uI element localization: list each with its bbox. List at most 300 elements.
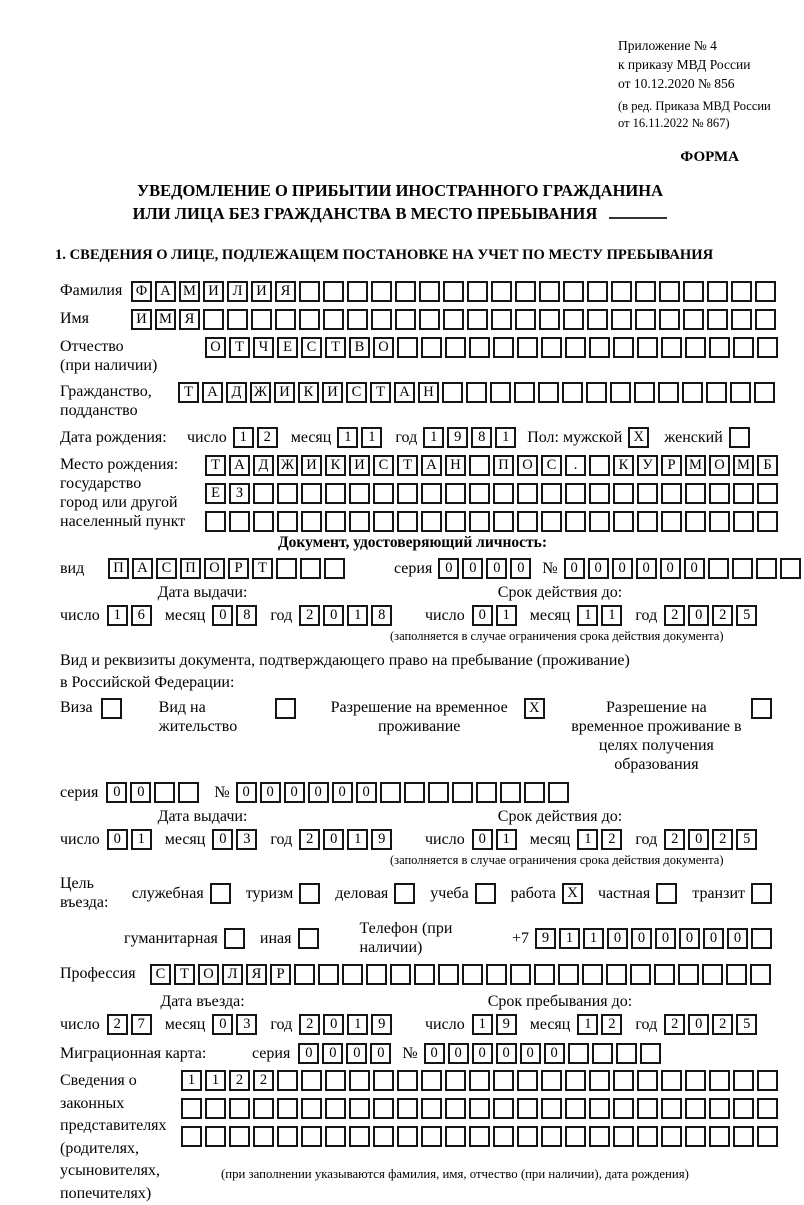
char-box: Л: [222, 964, 243, 985]
residence-series-label: серия: [60, 784, 99, 801]
edit-line: от 16.11.2022 № 867): [618, 116, 730, 130]
char-box: [301, 483, 322, 504]
char-box: [324, 558, 345, 579]
char-box: Р: [270, 964, 291, 985]
char-box: [587, 309, 608, 330]
char-box: О: [205, 337, 226, 358]
phone-label: Телефон (при наличии): [359, 920, 453, 956]
char-box: А: [202, 382, 223, 403]
char-box: [541, 483, 562, 504]
representatives-line3: [181, 1126, 781, 1147]
char-box: [421, 1070, 442, 1091]
representatives-label: Сведения о законных представителях (родителях, усыновителях, попечителях): [60, 1072, 167, 1202]
firstname-label: Имя: [60, 310, 90, 327]
char-box: [469, 1126, 490, 1147]
phone-boxes: [535, 928, 775, 949]
char-box: К: [613, 455, 634, 476]
char-box: [637, 1098, 658, 1119]
char-box: 5: [736, 1014, 757, 1035]
form-title-line2: ИЛИ ЛИЦА БЕЗ ГРАЖДАНСТВА В МЕСТО ПРЕБЫВАНИЯ: [25, 202, 775, 225]
entry-dates: [60, 992, 775, 1035]
char-box: 0: [688, 829, 709, 850]
char-box: И: [203, 281, 224, 302]
char-box: 0: [106, 782, 127, 803]
char-box: [325, 1126, 346, 1147]
char-box: [565, 1070, 586, 1091]
char-box: 0: [655, 928, 676, 949]
char-box: [325, 1098, 346, 1119]
char-box: 0: [679, 928, 700, 949]
char-box: [541, 1098, 562, 1119]
char-box: [613, 1098, 634, 1119]
char-box: [277, 1098, 298, 1119]
firstname-row: [60, 309, 775, 330]
char-box: 1: [577, 1014, 598, 1035]
char-box: [445, 337, 466, 358]
char-box: [476, 782, 497, 803]
char-box: 2: [712, 829, 733, 850]
char-box: [419, 309, 440, 330]
birthplace-label: Место рождения: государство город или другой населенный пункт: [60, 456, 186, 530]
char-box: [589, 455, 610, 476]
phone-prefix: +7: [511, 929, 529, 947]
char-box: [562, 382, 583, 403]
char-box: 0: [323, 1014, 344, 1035]
char-box: 0: [688, 1014, 709, 1035]
tourism-checkbox: [299, 883, 323, 904]
char-box: 8: [471, 427, 492, 448]
char-box: [661, 1126, 682, 1147]
char-box: 1: [495, 427, 516, 448]
char-box: О: [517, 455, 538, 476]
entry-date-title: Дата въезда:: [160, 993, 245, 1010]
char-box: [300, 558, 321, 579]
residence-doc-line1: Вид и реквизиты документа, подтверждающего право на пребывание (проживание): [60, 652, 630, 669]
char-box: 0: [107, 829, 128, 850]
identity-doc-dates: [60, 583, 775, 626]
char-box: [611, 309, 632, 330]
char-box: [630, 964, 651, 985]
char-box: Ж: [250, 382, 271, 403]
doc-number: № 0 0 0 0 0 0: [542, 558, 803, 579]
char-box: П: [108, 558, 129, 579]
char-box: [299, 883, 320, 904]
char-box: [276, 558, 297, 579]
char-box: [491, 309, 512, 330]
char-box: Д: [226, 382, 247, 403]
char-box: 0: [703, 928, 724, 949]
residence-doc-line2: в Российской Федерации:: [60, 674, 235, 691]
char-box: Н: [418, 382, 439, 403]
char-box: [438, 964, 459, 985]
char-box: [707, 309, 728, 330]
char-box: [541, 1070, 562, 1091]
study-checkbox: [475, 883, 499, 904]
char-box: [445, 1070, 466, 1091]
profession-row: [60, 964, 775, 985]
char-box: [708, 558, 729, 579]
char-box: [733, 483, 754, 504]
representatives-line2: [181, 1098, 781, 1119]
char-box: [587, 281, 608, 302]
char-box: И: [274, 382, 295, 403]
char-box: [469, 455, 490, 476]
char-box: Л: [227, 281, 248, 302]
char-box: 6: [131, 605, 152, 626]
char-box: М: [155, 309, 176, 330]
char-box: [421, 1098, 442, 1119]
char-box: 1: [577, 829, 598, 850]
char-box: Е: [205, 483, 226, 504]
char-box: [751, 698, 772, 719]
residence-number: № 0 0 0 0 0 0: [214, 782, 571, 803]
char-box: Т: [325, 337, 346, 358]
profession-label: Профессия: [60, 965, 136, 982]
char-box: 0: [284, 782, 305, 803]
residence-doc-dates: [60, 807, 775, 850]
char-box: 1: [205, 1070, 226, 1091]
char-box: [493, 1126, 514, 1147]
birthdate-row: [60, 427, 775, 448]
char-box: [757, 1098, 778, 1119]
citizenship-label: Гражданство, подданство: [60, 383, 152, 419]
char-box: [613, 1070, 634, 1091]
char-box: [733, 337, 754, 358]
char-box: [541, 1126, 562, 1147]
char-box: [178, 782, 199, 803]
char-box: О: [204, 558, 225, 579]
char-box: 0: [612, 558, 633, 579]
citizenship-row: [60, 382, 775, 420]
purpose-row2: гуманитарная иная Телефон (при наличии) +7 9 1 1 0 0 0 0 0 0: [60, 919, 775, 957]
identity-doc-row: [60, 558, 775, 579]
char-box: [517, 483, 538, 504]
char-box: 1: [131, 829, 152, 850]
char-box: 1: [472, 1014, 493, 1035]
char-box: [397, 483, 418, 504]
doc-series: серия 0 0 0 0: [394, 558, 534, 579]
char-box: [613, 337, 634, 358]
char-box: [467, 309, 488, 330]
char-box: И: [301, 455, 322, 476]
char-box: [404, 782, 425, 803]
char-box: 0: [370, 1043, 391, 1064]
char-box: С: [373, 455, 394, 476]
char-box: 0: [322, 1043, 343, 1064]
issue-date-row: число 1 6 месяц 0 8 год 2 0 1 8: [60, 605, 415, 626]
char-box: [397, 1070, 418, 1091]
issue-date-row: число 0 1 месяц 0 3 год 2 0 1 9: [60, 829, 415, 850]
char-box: [611, 281, 632, 302]
char-box: Т: [397, 455, 418, 476]
char-box: [548, 782, 569, 803]
char-box: 5: [736, 605, 757, 626]
birthdate-day: число 1 2: [187, 427, 281, 448]
char-box: Я: [179, 309, 200, 330]
char-box: [685, 1126, 706, 1147]
char-box: 1: [181, 1070, 202, 1091]
official-checkbox: [210, 883, 234, 904]
char-box: [491, 281, 512, 302]
business-checkbox: [394, 883, 418, 904]
char-box: [373, 1070, 394, 1091]
char-box: 1: [496, 829, 517, 850]
char-box: Т: [252, 558, 273, 579]
char-box: 1: [559, 928, 580, 949]
char-box: [613, 1126, 634, 1147]
char-box: У: [637, 455, 658, 476]
char-box: [589, 1126, 610, 1147]
char-box: [469, 511, 490, 532]
char-box: [443, 309, 464, 330]
char-box: [730, 382, 751, 403]
char-box: [563, 281, 584, 302]
char-box: [277, 511, 298, 532]
temp-permit-checkbox: [524, 698, 548, 719]
char-box: [637, 483, 658, 504]
char-box: [397, 1098, 418, 1119]
representatives-row: [60, 1070, 775, 1205]
char-box: 0: [448, 1043, 469, 1064]
char-box: 0: [212, 1014, 233, 1035]
char-box: [469, 337, 490, 358]
char-box: А: [421, 455, 442, 476]
char-box: 9: [447, 427, 468, 448]
char-box: [318, 964, 339, 985]
char-box: [709, 337, 730, 358]
char-box: [294, 964, 315, 985]
char-box: [203, 309, 224, 330]
char-box: [731, 309, 752, 330]
char-box: [754, 382, 775, 403]
char-box: 0: [631, 928, 652, 949]
char-box: [539, 309, 560, 330]
char-box: Р: [228, 558, 249, 579]
char-box: Т: [178, 382, 199, 403]
char-box: 0: [323, 829, 344, 850]
temp-permit-option: Разрешение на временное проживание X: [323, 698, 548, 736]
char-box: 2: [601, 1014, 622, 1035]
char-box: [325, 483, 346, 504]
char-box: 3: [236, 829, 257, 850]
migration-card-label: Миграционная карта:: [60, 1045, 207, 1062]
char-box: С: [150, 964, 171, 985]
char-box: К: [298, 382, 319, 403]
char-box: [709, 1070, 730, 1091]
char-box: [658, 382, 679, 403]
char-box: [514, 382, 535, 403]
char-box: 0: [588, 558, 609, 579]
representatives-line1: [181, 1070, 781, 1091]
char-box: 0: [356, 782, 377, 803]
char-box: [325, 1070, 346, 1091]
char-box: [565, 1098, 586, 1119]
char-box: [500, 782, 521, 803]
char-box: [661, 1070, 682, 1091]
char-box: [517, 1126, 538, 1147]
char-box: 1: [337, 427, 358, 448]
char-box: 1: [423, 427, 444, 448]
char-box: С: [346, 382, 367, 403]
char-box: [563, 309, 584, 330]
char-box: Д: [253, 455, 274, 476]
char-box: [299, 309, 320, 330]
char-box: [373, 511, 394, 532]
char-box: [634, 382, 655, 403]
form-title: [25, 179, 775, 225]
char-box: X: [562, 883, 583, 904]
char-box: [661, 511, 682, 532]
char-box: [582, 964, 603, 985]
char-box: [732, 558, 753, 579]
char-box: [277, 483, 298, 504]
char-box: [637, 337, 658, 358]
char-box: [486, 964, 507, 985]
char-box: 2: [712, 1014, 733, 1035]
char-box: 0: [544, 1043, 565, 1064]
char-box: [517, 1098, 538, 1119]
char-box: М: [179, 281, 200, 302]
char-box: [565, 483, 586, 504]
char-box: [275, 309, 296, 330]
char-box: 1: [347, 1014, 368, 1035]
sex-male: Пол: мужской X: [527, 427, 652, 448]
char-box: [538, 382, 559, 403]
char-box: [428, 782, 449, 803]
char-box: Т: [370, 382, 391, 403]
char-box: [517, 337, 538, 358]
char-box: [347, 281, 368, 302]
char-box: [224, 928, 245, 949]
char-box: [210, 883, 231, 904]
char-box: [253, 483, 274, 504]
char-box: [685, 511, 706, 532]
issue-date-title: Дата выдачи:: [157, 808, 248, 825]
char-box: [751, 928, 772, 949]
char-box: М: [733, 455, 754, 476]
char-box: [780, 558, 801, 579]
char-box: [442, 382, 463, 403]
char-box: [467, 281, 488, 302]
char-box: [101, 698, 122, 719]
valid-until-title: Срок действия до:: [497, 584, 623, 601]
char-box: 0: [486, 558, 507, 579]
annex-line: к приказу МВД России: [618, 57, 751, 72]
char-box: 0: [212, 829, 233, 850]
char-box: [726, 964, 747, 985]
char-box: [589, 1070, 610, 1091]
char-box: [253, 511, 274, 532]
char-box: А: [394, 382, 415, 403]
char-box: 1: [496, 605, 517, 626]
char-box: И: [251, 281, 272, 302]
char-box: [709, 1098, 730, 1119]
char-box: [565, 511, 586, 532]
char-box: [299, 281, 320, 302]
title-blank-underline: [609, 203, 667, 219]
char-box: [757, 1126, 778, 1147]
char-box: [349, 1070, 370, 1091]
char-box: 0: [472, 829, 493, 850]
char-box: 0: [636, 558, 657, 579]
residence-doc-options: [60, 698, 775, 774]
char-box: [469, 1098, 490, 1119]
char-box: 0: [472, 1043, 493, 1064]
char-box: [251, 309, 272, 330]
visa-option: Виза: [60, 698, 125, 719]
char-box: [323, 281, 344, 302]
stay-until-title: Срок пребывания до:: [487, 993, 633, 1010]
char-box: П: [180, 558, 201, 579]
sex-female: женский: [664, 427, 753, 448]
char-box: В: [349, 337, 370, 358]
edit-line: (в ред. Приказа МВД России: [618, 99, 771, 113]
char-box: [490, 382, 511, 403]
char-box: [380, 782, 401, 803]
char-box: Ч: [253, 337, 274, 358]
char-box: [637, 1070, 658, 1091]
char-box: [414, 964, 435, 985]
private-checkbox: [656, 883, 680, 904]
validity-note: (заполняется в случае ограничения срока действия документа): [390, 629, 724, 643]
char-box: [443, 281, 464, 302]
residence-series-boxes: [106, 782, 202, 803]
char-box: [534, 964, 555, 985]
char-box: [613, 483, 634, 504]
birthplace-line2: [205, 483, 781, 504]
char-box: [589, 483, 610, 504]
sex-female-checkbox: [729, 427, 753, 448]
char-box: [733, 1126, 754, 1147]
char-box: [445, 1126, 466, 1147]
char-box: 1: [233, 427, 254, 448]
char-box: [755, 309, 776, 330]
char-box: [253, 1126, 274, 1147]
char-box: Н: [445, 455, 466, 476]
char-box: С: [156, 558, 177, 579]
char-box: [682, 382, 703, 403]
annex-reference: [618, 36, 775, 93]
char-box: 1: [347, 829, 368, 850]
char-box: X: [628, 427, 649, 448]
char-box: [589, 511, 610, 532]
char-box: 9: [371, 829, 392, 850]
char-box: [229, 1098, 250, 1119]
char-box: [373, 1126, 394, 1147]
citizenship-boxes: [178, 382, 778, 403]
birthplace-line3: [205, 511, 781, 532]
visa-checkbox: [101, 698, 125, 719]
surname-row: [60, 281, 775, 302]
transit-checkbox: [751, 883, 775, 904]
char-box: [613, 511, 634, 532]
char-box: [756, 558, 777, 579]
valid-until-title: Срок действия до:: [497, 808, 623, 825]
char-box: [205, 1098, 226, 1119]
char-box: [349, 1126, 370, 1147]
char-box: И: [322, 382, 343, 403]
doc-kind-boxes: [108, 558, 348, 579]
char-box: [371, 281, 392, 302]
char-box: [731, 281, 752, 302]
char-box: [205, 511, 226, 532]
char-box: 0: [424, 1043, 445, 1064]
char-box: [589, 337, 610, 358]
surname-label: Фамилия: [60, 282, 123, 299]
char-box: [541, 511, 562, 532]
sex-male-checkbox: [628, 427, 652, 448]
char-box: Т: [229, 337, 250, 358]
